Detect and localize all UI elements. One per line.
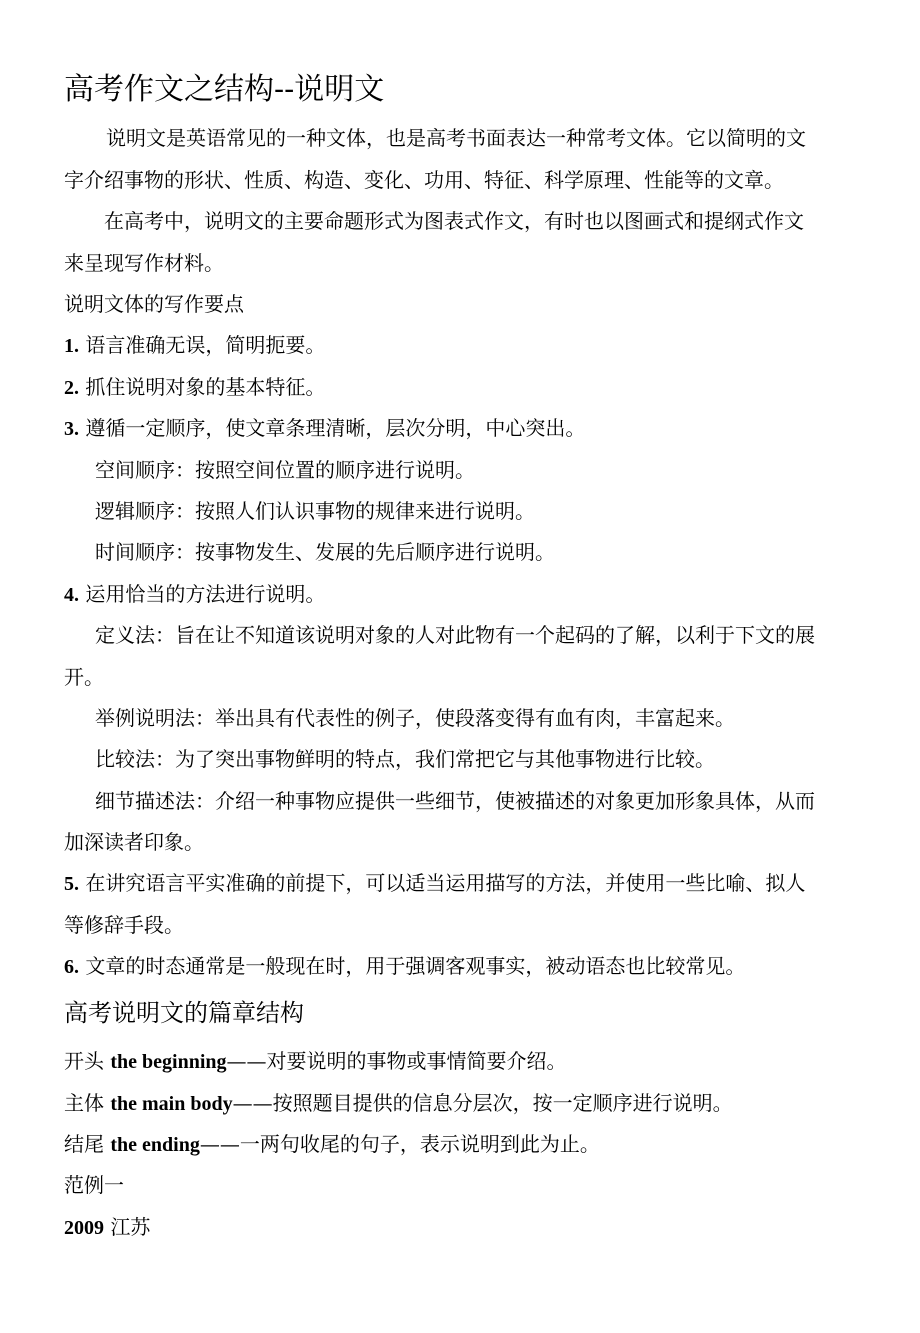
intro-paragraph-1-line-1: 说明文是英语常见的一种文体，也是高考书面表达一种常考文体。它以简明的文: [106, 126, 806, 150]
structure-beginning: [64, 1048, 567, 1075]
structure-heading: 高考说明文的篇章结构: [64, 999, 304, 1027]
point-4-number: 4.: [64, 584, 79, 606]
point-5-text: 在讲究语言平实准确的前提下，可以适当运用描写的方法，并使用一些比喻、拟人: [85, 871, 806, 895]
point-1-number: 1.: [64, 335, 79, 357]
point-3-logical-order: 逻辑顺序：按照人们认识事物的规律来进行说明。: [95, 499, 535, 523]
point-2-text: 抓住说明对象的基本特征。: [85, 375, 326, 399]
intro-paragraph-1-line-2: 字介绍事物的形状、性质、构造、变化、功用、特征、科学原理、性能等的文章。: [64, 168, 784, 192]
intro-paragraph-2-line-2: 来呈现写作材料。: [64, 251, 224, 275]
point-1: [64, 332, 325, 359]
page-title: 高考作文之结构--说明文: [64, 72, 385, 107]
points-heading: 说明文体的写作要点: [64, 292, 244, 316]
point-4-text: 运用恰当的方法进行说明。: [85, 582, 326, 606]
point-4-example-method: 举例说明法：举出具有代表性的例子，使段落变得有血有肉，丰富起来。: [95, 706, 735, 730]
structure-main-body: [64, 1090, 733, 1117]
point-4-detail-method-line-1: 细节描述法：介绍一种事物应提供一些细节，使被描述的对象更加形象具体，从而: [95, 789, 815, 813]
example-source: [64, 1214, 150, 1241]
point-6-text: 文章的时态通常是一般现在时，用于强调客观事实，被动语态也比较常见。: [85, 954, 746, 978]
point-3-number: 3.: [64, 418, 79, 440]
structure-beginning-cn: 开头: [64, 1049, 104, 1073]
structure-main-body-en: the main body: [110, 1093, 233, 1115]
point-3-text: 遵循一定顺序，使文章条理清晰，层次分明，中心突出。: [85, 416, 586, 440]
example-place: 江苏: [110, 1215, 151, 1239]
example-year: 2009: [64, 1217, 104, 1239]
point-4: [64, 581, 325, 608]
point-2-number: 2.: [64, 377, 79, 399]
structure-main-body-text: ——按照题目提供的信息分层次，按一定顺序进行说明。: [232, 1091, 733, 1115]
point-6-number: 6.: [64, 956, 79, 978]
structure-ending: [64, 1131, 600, 1158]
structure-beginning-text: ——对要说明的事物或事情简要介绍。: [226, 1049, 567, 1073]
structure-ending-cn: 结尾: [64, 1132, 104, 1156]
point-6: [64, 953, 745, 980]
point-5-line-1: [64, 870, 805, 897]
point-5-number: 5.: [64, 873, 79, 895]
point-3-spatial-order: 空间顺序：按照空间位置的顺序进行说明。: [95, 458, 475, 482]
structure-ending-text: ——一两句收尾的句子，表示说明到此为止。: [199, 1132, 600, 1156]
structure-main-body-cn: 主体: [64, 1091, 104, 1115]
point-5-line-2: 等修辞手段。: [64, 913, 184, 937]
point-4-definition-line-1: 定义法：旨在让不知道该说明对象的人对此物有一个起码的了解，以利于下文的展: [95, 623, 815, 647]
structure-ending-en: the ending: [110, 1134, 200, 1156]
point-4-definition-line-2: 开。: [64, 665, 104, 689]
example-label: 范例一: [64, 1173, 124, 1197]
point-3: [64, 415, 585, 442]
intro-paragraph-2-line-1: 在高考中，说明文的主要命题形式为图表式作文，有时也以图画式和提纲式作文: [104, 209, 804, 233]
point-3-time-order: 时间顺序：按事物发生、发展的先后顺序进行说明。: [95, 540, 555, 564]
structure-beginning-en: the beginning: [110, 1051, 227, 1073]
point-1-text: 语言准确无误，简明扼要。: [85, 333, 326, 357]
point-4-detail-method-line-2: 加深读者印象。: [64, 830, 204, 854]
point-4-comparison-method: 比较法：为了突出事物鲜明的特点，我们常把它与其他事物进行比较。: [95, 747, 715, 771]
point-2: [64, 374, 325, 401]
